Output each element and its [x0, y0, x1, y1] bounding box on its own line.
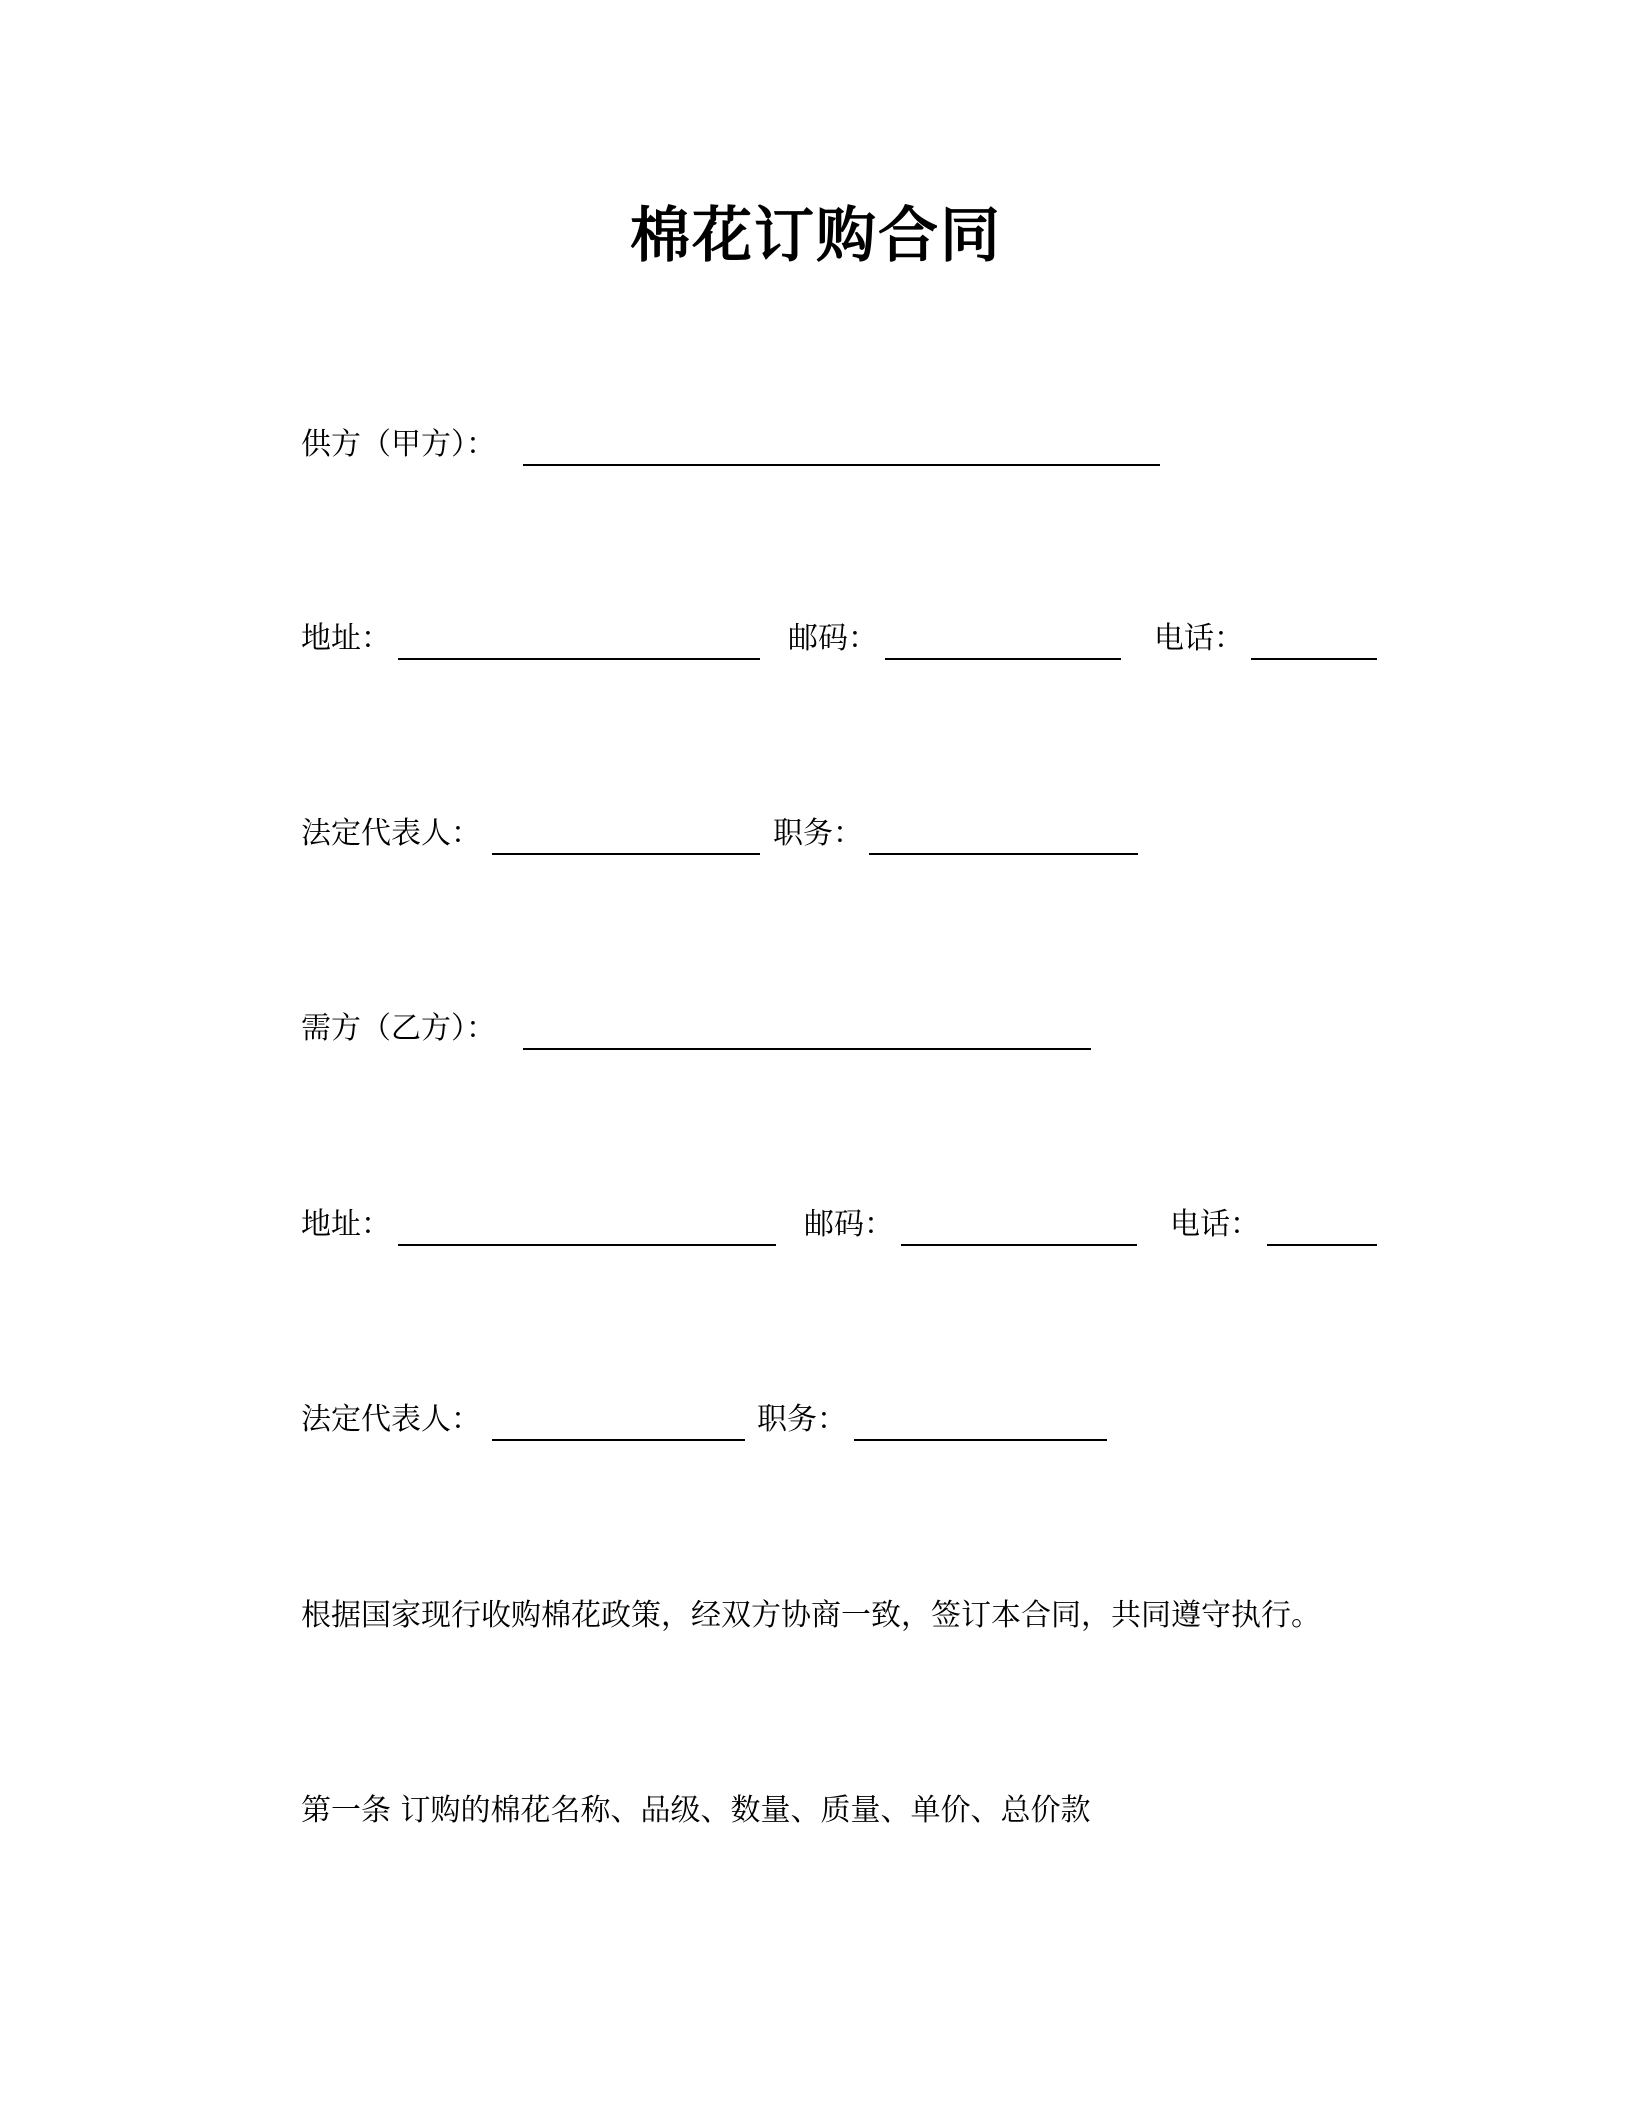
buyer-name-blank[interactable] — [523, 1048, 1091, 1050]
buyer-position-label: 职务： — [757, 1402, 847, 1437]
buyer-position-blank[interactable] — [854, 1439, 1107, 1441]
supplier-position-blank[interactable] — [869, 853, 1138, 855]
buyer-postcode-label: 邮码： — [804, 1207, 894, 1242]
supplier-name-blank[interactable] — [523, 464, 1160, 466]
supplier-phone-blank[interactable] — [1251, 658, 1377, 660]
buyer-address-blank[interactable] — [398, 1244, 776, 1246]
buyer-party-label: 需方（乙方）： — [301, 1011, 496, 1046]
buyer-phone-blank[interactable] — [1267, 1244, 1377, 1246]
supplier-legal-rep-blank[interactable] — [492, 853, 760, 855]
article-1-heading: 第一条 订购的棉花名称、品级、数量、质量、单价、总价款 — [301, 1793, 1091, 1828]
document-title: 棉花订购合同 — [630, 201, 1002, 271]
supplier-legal-rep-label: 法定代表人： — [301, 816, 481, 851]
buyer-phone-label: 电话： — [1170, 1207, 1260, 1242]
preamble-text: 根据国家现行收购棉花政策，经双方协商一致，签订本合同，共同遵守执行。 — [301, 1598, 1321, 1633]
supplier-phone-label: 电话： — [1154, 621, 1244, 656]
buyer-address-label: 地址： — [301, 1207, 391, 1242]
supplier-address-label: 地址： — [301, 621, 391, 656]
supplier-position-label: 职务： — [773, 816, 863, 851]
supplier-party-label: 供方（甲方）： — [301, 427, 496, 462]
buyer-legal-rep-blank[interactable] — [492, 1439, 745, 1441]
supplier-postcode-label: 邮码： — [788, 621, 878, 656]
supplier-address-blank[interactable] — [398, 658, 760, 660]
supplier-postcode-blank[interactable] — [885, 658, 1121, 660]
buyer-postcode-blank[interactable] — [901, 1244, 1137, 1246]
buyer-legal-rep-label: 法定代表人： — [301, 1402, 481, 1437]
